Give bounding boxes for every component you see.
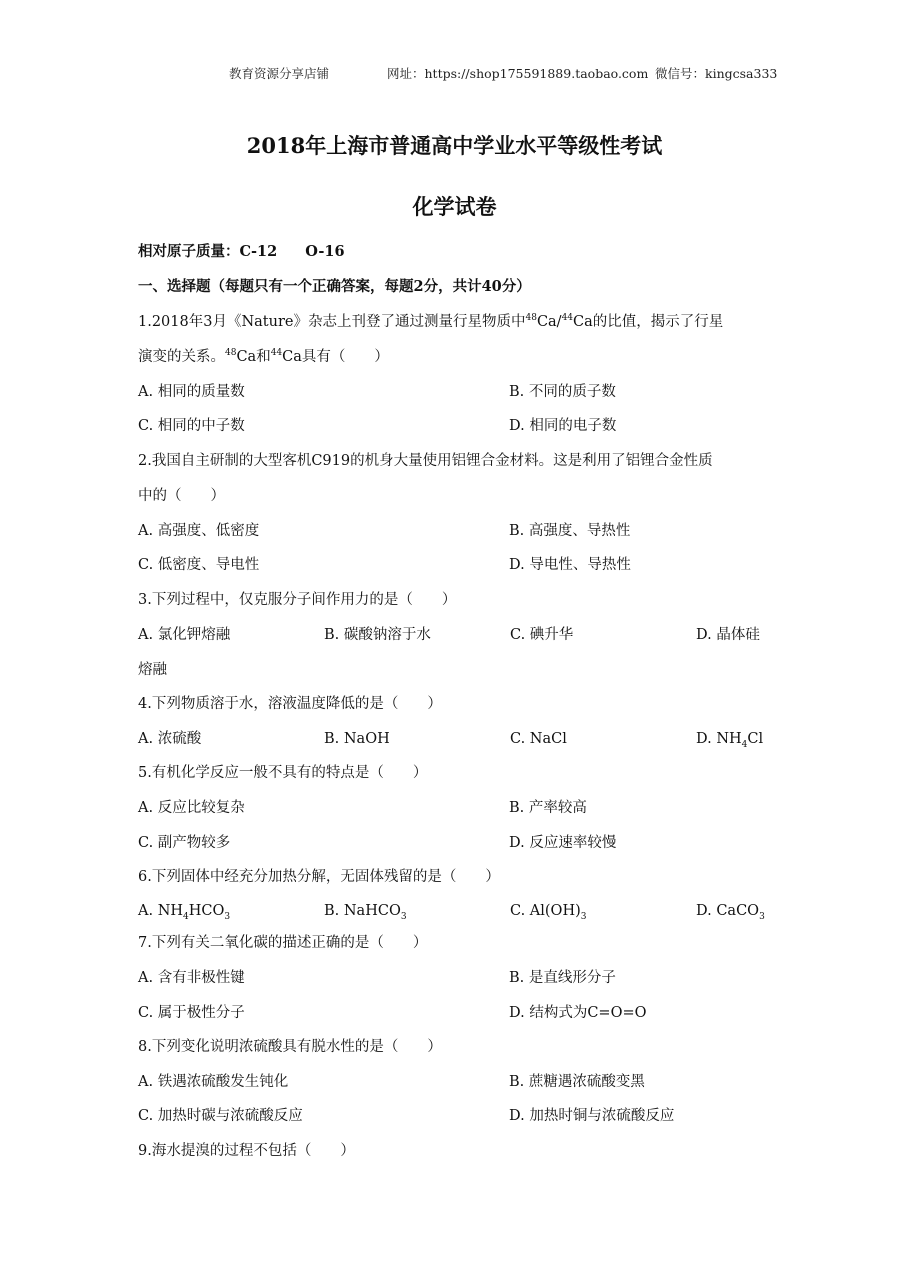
q1-stem-line1: 1.2018年3月《Nature》杂志上刊登了通过测量行星物质中$^{48}$Ca/$^{44}$Ca的比值，揭示了行星: [138, 313, 724, 330]
q3-option-d: D. 晶体硅: [696, 627, 760, 643]
exam-title: 2018年上海市普通高中学业水平等级性考试: [246, 133, 663, 158]
q7-option-c: C. 属于极性分子: [138, 1005, 245, 1021]
q9-stem: 9.海水提溴的过程不包括（ ）: [138, 1143, 355, 1159]
q4-option-d: D. $NH_4Cl$: [696, 731, 764, 750]
atomic-mass-c: C-12: [239, 243, 278, 260]
q6-option-d: D. CaCO$_3$: [696, 903, 765, 922]
section-heading: 一、选择题（每题只有一个正确答案，每题2分，共计40分）: [138, 278, 531, 295]
q5-option-b: B. 产率较高: [509, 800, 587, 816]
exam-subtitle: 化学试卷: [412, 194, 497, 219]
q8-option-a: A. 铁遇浓硫酸发生钝化: [138, 1074, 289, 1090]
q3-stem: 3.下列过程中，仅克服分子间作用力的是（ ）: [138, 592, 457, 608]
atomic-mass-line: [138, 242, 778, 262]
q5-stem: 5.有机化学反应一般不具有的特点是（ ）: [138, 765, 428, 781]
header-url: 网址：https://shop175591889.taobao.com: [387, 66, 649, 81]
page-header: [0, 64, 909, 84]
q2-option-d: D. 导电性、导热性: [509, 557, 631, 573]
q7-option-b: B. 是直线形分子: [509, 970, 616, 986]
header-shop-name: 教育资源分享店铺: [229, 66, 330, 81]
q4-option-c: C. NaCl: [510, 731, 567, 747]
q1-option-c: C. 相同的中子数: [138, 418, 245, 434]
q5-option-a: A. 反应比较复杂: [138, 800, 245, 816]
q6-option-c: C. $Al(OH)_3$: [510, 903, 587, 922]
q8-stem: 8.下列变化说明浓硫酸具有脱水性的是（ ）: [138, 1039, 442, 1055]
q3-option-d-continued: 熔融: [138, 662, 167, 678]
q8-option-b: B. 蔗糖遇浓硫酸变黑: [509, 1074, 645, 1090]
q2-stem-line1: 2.我国自主研制的大型客机C919的机身大量使用铝锂合金材料。这是利用了铝锂合金性质: [138, 453, 713, 469]
header-wechat: 微信号：kingcsa333: [655, 66, 778, 81]
q3-option-a: A. 氯化钾熔融: [138, 627, 231, 643]
q2-option-a: A. 高强度、低密度: [138, 523, 260, 539]
q8-option-c: C. 加热时碳与浓硫酸反应: [138, 1108, 303, 1124]
q4-option-b: B. NaOH: [324, 731, 390, 747]
q3-option-b: B. 碳酸钠溶于水: [324, 627, 431, 643]
q1-option-d: D. 相同的电子数: [509, 418, 617, 434]
q3-option-c: C. 碘升华: [510, 627, 574, 643]
q5-option-c: C. 副产物较多: [138, 835, 231, 851]
q7-stem: 7.下列有关二氧化碳的描述正确的是（ ）: [138, 935, 428, 951]
q6-option-b: B. NaHCO$_3$: [324, 903, 407, 922]
q1-option-b: B. 不同的质子数: [509, 384, 616, 400]
q7-option-a: A. 含有非极性键: [138, 970, 245, 986]
q5-option-d: D. 反应速率较慢: [509, 835, 617, 851]
q4-option-a: A. 浓硫酸: [138, 731, 202, 747]
q2-option-c: C. 低密度、导电性: [138, 557, 260, 573]
q6-option-a: A. $NH_4HCO_3$: [138, 903, 231, 922]
q8-option-d: D. 加热时铜与浓硫酸反应: [509, 1108, 675, 1124]
q4-stem: 4.下列物质溶于水，溶液温度降低的是（ ）: [138, 696, 442, 712]
q2-stem-line2: 中的（ ）: [138, 488, 225, 504]
q6-stem: 6.下列固体中经充分加热分解，无固体残留的是（ ）: [138, 869, 500, 885]
atomic-mass-o: O-16: [305, 243, 345, 260]
q1-stem-line2: 演变的关系。$^{48}$Ca和$^{44}$Ca具有（ ）: [138, 348, 389, 365]
q1-option-a: A. 相同的质量数: [138, 384, 245, 400]
q7-option-d: D. 结构式为C=O=O: [509, 1005, 647, 1021]
atomic-mass-label: 相对原子质量：: [138, 243, 240, 260]
q2-option-b: B. 高强度、导热性: [509, 523, 631, 539]
